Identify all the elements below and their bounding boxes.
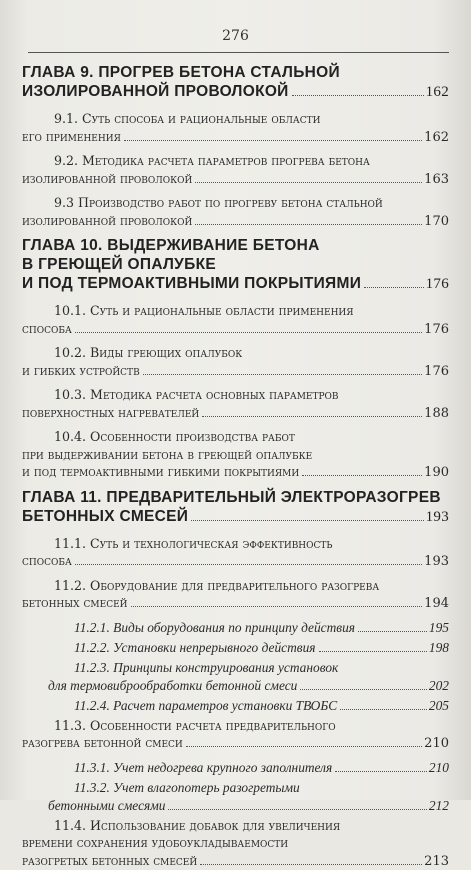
toc-section[interactable] bbox=[22, 577, 449, 613]
dot-leader bbox=[195, 182, 422, 183]
toc-text: БЕТОННЫХ СМЕСЕЙ bbox=[22, 507, 188, 526]
dot-leader bbox=[143, 374, 422, 375]
toc-section[interactable] bbox=[22, 344, 449, 380]
toc-line-text bbox=[74, 697, 449, 715]
toc-sub[interactable] bbox=[22, 659, 449, 695]
toc-page-number: 163 bbox=[424, 171, 449, 189]
dot-leader bbox=[302, 475, 422, 476]
toc-line-text bbox=[22, 152, 449, 170]
toc-line-text bbox=[74, 639, 449, 657]
toc-line-text bbox=[22, 734, 449, 753]
dot-leader bbox=[200, 864, 422, 865]
toc-line-text bbox=[22, 535, 449, 553]
toc-section[interactable] bbox=[22, 110, 449, 146]
toc-text: для термовиброобработки бетонной смеси bbox=[48, 677, 297, 695]
toc-line-text bbox=[22, 63, 449, 82]
dot-leader bbox=[202, 416, 422, 417]
toc-line-text bbox=[22, 212, 449, 231]
page-number: 276 bbox=[22, 28, 449, 44]
toc-page-number: 188 bbox=[424, 405, 449, 423]
dot-leader bbox=[300, 689, 427, 690]
toc-line-text bbox=[22, 446, 449, 464]
toc-line-text bbox=[22, 817, 449, 835]
toc-page-number: 198 bbox=[429, 639, 449, 657]
toc-text: 11.2.4. Расчет параметров установки ТВОБС bbox=[74, 697, 337, 715]
toc-line-text bbox=[22, 320, 449, 339]
toc-chapter[interactable] bbox=[22, 488, 449, 527]
toc-line-text bbox=[22, 463, 449, 482]
toc-text: В ГРЕЮЩЕЙ ОПАЛУБКЕ bbox=[22, 255, 216, 274]
toc-sub[interactable] bbox=[22, 697, 449, 715]
toc-text: и гибких устройств bbox=[22, 362, 140, 380]
dot-leader bbox=[364, 287, 423, 288]
dot-leader bbox=[340, 709, 427, 710]
dot-leader bbox=[75, 564, 422, 565]
toc-text: 10.4. Особенности производства работ bbox=[54, 429, 295, 444]
toc-sub[interactable] bbox=[22, 619, 449, 637]
header-rule bbox=[28, 52, 449, 53]
toc-text: ГЛАВА 9. ПРОГРЕВ БЕТОНА СТАЛЬНОЙ bbox=[22, 63, 340, 82]
toc-section[interactable] bbox=[22, 428, 449, 482]
toc-line-text bbox=[22, 236, 449, 255]
dot-leader bbox=[124, 140, 422, 141]
toc-text: 11.1. Суть и технологическая эффективность bbox=[54, 536, 333, 551]
toc-line-text bbox=[22, 577, 449, 595]
toc-page-number: 176 bbox=[426, 275, 449, 294]
toc-line-text bbox=[22, 386, 449, 404]
toc-line-text bbox=[22, 834, 449, 852]
toc-line-text bbox=[22, 344, 449, 362]
toc-line-text bbox=[22, 170, 449, 189]
toc-text: 11.3.1. Учет недогрева крупного заполнителя bbox=[74, 759, 332, 777]
toc-text: ГЛАВА 10. ВЫДЕРЖИВАНИЕ БЕТОНА bbox=[22, 236, 320, 255]
toc-line-text bbox=[22, 194, 449, 212]
table-of-contents bbox=[22, 63, 449, 870]
toc-chapter[interactable] bbox=[22, 236, 449, 294]
toc-chapter[interactable] bbox=[22, 63, 449, 102]
toc-text: при выдерживании бетона в греющей опалубке bbox=[22, 446, 312, 464]
toc-text: способа bbox=[22, 552, 72, 570]
toc-sub[interactable] bbox=[22, 759, 449, 777]
toc-text: изолированной проволокой bbox=[22, 212, 192, 230]
toc-section[interactable] bbox=[22, 717, 449, 753]
toc-text: ИЗОЛИРОВАННОЙ ПРОВОЛОКОЙ bbox=[22, 82, 289, 101]
toc-section[interactable] bbox=[22, 152, 449, 188]
toc-page-number: 205 bbox=[429, 697, 449, 715]
toc-line-text bbox=[22, 594, 449, 613]
toc-line-text bbox=[74, 759, 449, 777]
toc-page-number: 210 bbox=[429, 759, 449, 777]
toc-sub[interactable] bbox=[22, 639, 449, 657]
toc-line-text bbox=[22, 302, 449, 320]
toc-page-number: 193 bbox=[426, 508, 449, 527]
toc-section[interactable] bbox=[22, 817, 449, 870]
toc-text: поверхностных нагревателей bbox=[22, 404, 199, 422]
toc-text: 11.3. Особенности расчета предварительного bbox=[54, 718, 336, 733]
toc-text: 11.4. Использование добавок для увеличения bbox=[54, 818, 340, 833]
toc-page-number: 212 bbox=[429, 797, 449, 815]
toc-page-number: 194 bbox=[424, 595, 449, 613]
toc-line-text bbox=[22, 255, 449, 274]
toc-text: 11.2.1. Виды оборудования по принципу действия bbox=[74, 619, 355, 637]
toc-line-text bbox=[22, 274, 449, 294]
toc-page-number: 213 bbox=[424, 853, 449, 870]
toc-line-text bbox=[22, 852, 449, 870]
dot-leader bbox=[335, 771, 427, 772]
toc-text: способа bbox=[22, 320, 72, 338]
dot-leader bbox=[191, 520, 423, 521]
toc-line-text bbox=[22, 428, 449, 446]
toc-text: 10.2. Виды греющих опалубок bbox=[54, 345, 242, 360]
toc-text: 11.2. Оборудование для предварительного разогрева bbox=[54, 578, 379, 593]
toc-line-text bbox=[22, 128, 449, 147]
toc-line-text bbox=[22, 717, 449, 735]
toc-section[interactable] bbox=[22, 194, 449, 230]
toc-line-text bbox=[22, 552, 449, 571]
toc-text: времени сохранения удобоукладываемости bbox=[22, 834, 288, 852]
toc-page-number: 162 bbox=[426, 83, 449, 102]
dot-leader bbox=[292, 95, 424, 96]
toc-line-text bbox=[22, 488, 449, 507]
toc-page-number: 202 bbox=[429, 677, 449, 695]
toc-text: 10.3. Методика расчета основных параметров bbox=[54, 387, 339, 402]
toc-page-number: 195 bbox=[429, 619, 449, 637]
toc-text: разогретых бетонных смесей bbox=[22, 852, 197, 870]
toc-text: бетонными смесями bbox=[48, 797, 165, 815]
toc-section[interactable] bbox=[22, 535, 449, 571]
toc-section[interactable] bbox=[22, 386, 449, 422]
toc-text: 11.3.2. Учет влагопотерь разогретыми bbox=[74, 779, 300, 797]
toc-line-text bbox=[22, 82, 449, 102]
toc-page-number: 193 bbox=[424, 553, 449, 571]
toc-line-text bbox=[22, 404, 449, 423]
toc-text: изолированной проволокой bbox=[22, 170, 192, 188]
toc-line-text bbox=[22, 110, 449, 128]
toc-line-text bbox=[74, 659, 449, 677]
toc-text: 9.2. Методика расчета параметров прогрева бетона bbox=[54, 153, 370, 168]
dot-leader bbox=[75, 332, 422, 333]
dot-leader bbox=[358, 631, 427, 632]
toc-text: его применения bbox=[22, 128, 121, 146]
toc-text: и под термоактивными гибкими покрытиями bbox=[22, 463, 299, 481]
toc-line-text bbox=[74, 779, 449, 797]
toc-text: И ПОД ТЕРМОАКТИВНЫМИ ПОКРЫТИЯМИ bbox=[22, 274, 361, 293]
toc-page-number: 176 bbox=[424, 363, 449, 381]
dot-leader bbox=[186, 746, 422, 747]
toc-text: 10.1. Суть и рациональные области применения bbox=[54, 303, 354, 318]
toc-page-number: 190 bbox=[424, 464, 449, 482]
toc-section[interactable] bbox=[22, 302, 449, 338]
dot-leader bbox=[319, 651, 427, 652]
toc-text: 9.3 Производство работ по прогреву бетона стальной bbox=[54, 195, 383, 210]
toc-text: разогрева бетонной смеси bbox=[22, 734, 183, 752]
toc-line-text bbox=[22, 507, 449, 527]
toc-sub[interactable] bbox=[22, 779, 449, 815]
toc-text: 9.1. Суть способа и рациональные области bbox=[54, 111, 320, 126]
toc-page-number: 162 bbox=[424, 129, 449, 147]
toc-text: бетонных смесей bbox=[22, 594, 128, 612]
dot-leader bbox=[195, 224, 422, 225]
dot-leader bbox=[168, 809, 426, 810]
toc-page-number: 210 bbox=[424, 735, 449, 753]
toc-line-text bbox=[74, 619, 449, 637]
toc-text: 11.2.3. Принципы конструирования установок bbox=[74, 659, 338, 677]
toc-text: 11.2.2. Установки непрерывного действия bbox=[74, 639, 316, 657]
dot-leader bbox=[131, 606, 423, 607]
toc-text: ГЛАВА 11. ПРЕДВАРИТЕЛЬНЫЙ ЭЛЕКТРОРАЗОГРЕВ bbox=[22, 488, 441, 507]
toc-line-text bbox=[48, 797, 449, 815]
toc-line-text bbox=[48, 677, 449, 695]
toc-page-number: 176 bbox=[424, 321, 449, 339]
toc-page-number: 170 bbox=[424, 213, 449, 231]
toc-line-text bbox=[22, 362, 449, 381]
